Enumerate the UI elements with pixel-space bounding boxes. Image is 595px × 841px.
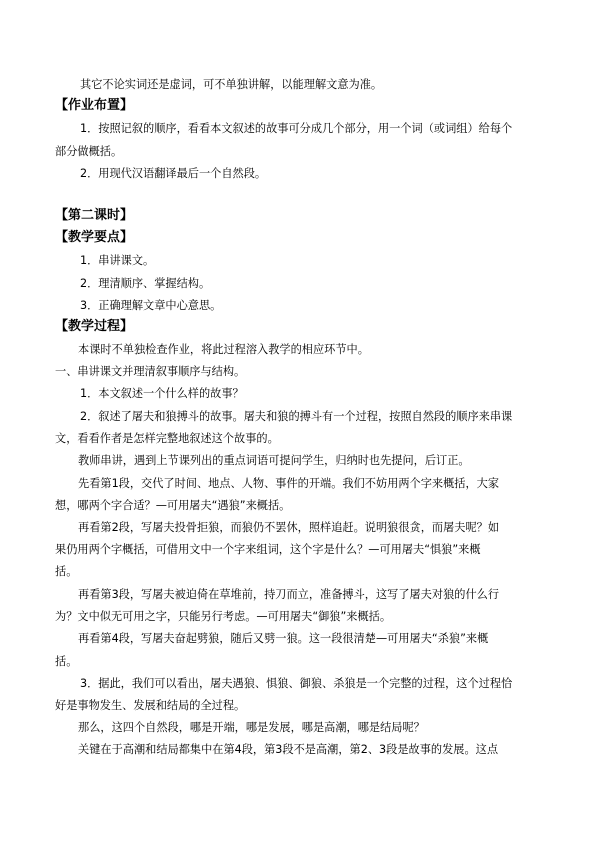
paragraph-line: 部分做概括。	[55, 145, 123, 158]
paragraph-line: 好是事物发生、发展和结局的全过程。	[55, 699, 246, 712]
paragraph-line: 2．理清顺序、掌握结构。	[80, 277, 211, 290]
paragraph-line: 关键在于高潮和结局都集中在第4段，第3段不是高潮，第2、3段是故事的发展。这点	[78, 743, 499, 756]
paragraph-line: 其它不论实词还是虚词，可不单独讲解，以能理解文意为准。	[80, 78, 383, 91]
paragraph-line: 再看第4段，写屠夫奋起劈狼，随后又劈一狼。这一段很清楚—可用屠夫“杀狼”来概	[78, 632, 489, 645]
paragraph-line: 1．串讲课文。	[80, 254, 155, 267]
paragraph-line: 1．按照记叙的顺序，看看本文叙述的故事可分成几个部分，用一个词（或词组）给每个	[80, 122, 513, 135]
section-heading-homework: 【作业布置】	[55, 98, 134, 113]
paragraph-line: 文，看看作者是怎样完整地叙述这个故事的。	[55, 432, 279, 445]
paragraph-line: 3．据此，我们可以看出，屠夫遇狼、惧狼、御狼、杀狼是一个完整的过程，这个过程恰	[80, 677, 513, 690]
paragraph-line: 再看第2段，写屠夫投骨拒狼，而狼仍不罢休，照样追赶。说明狼很贪，而屠夫呢？如	[78, 521, 500, 534]
paragraph-line: 1．本文叙述一个什么样的故事？	[80, 387, 244, 400]
paragraph-line: 教师串讲，遇到上节课列出的重点词语可提问学生，归纳时也先提问，后订正。	[78, 454, 470, 467]
paragraph-line: 括。	[55, 565, 78, 578]
paragraph-line: 括。	[55, 655, 78, 668]
paragraph-line: 想，哪两个字合适？—可用屠夫“遇狼”来概括。	[55, 499, 291, 512]
paragraph-line: 2．叙述了屠夫和狼搏斗的故事。屠夫和狼的搏斗有一个过程，按照自然段的顺序来串课	[80, 410, 513, 423]
paragraph-line: 本课时不单独检查作业，将此过程溶入教学的相应环节中。	[78, 343, 369, 356]
paragraph-line: 再看第3段，写屠夫被迫倚在草堆前，持刀而立，准备搏斗，这写了屠夫对狼的什么行	[78, 588, 500, 601]
section-heading-second-lesson: 【第二课时】	[55, 208, 134, 223]
paragraph-line: 先看第1段，交代了时间、地点、人物、事件的开端。我们不妨用两个字来概括，大家	[78, 477, 500, 490]
paragraph-line: 那么，这四个自然段，哪是开端，哪是发展，哪是高潮，哪是结局呢？	[78, 721, 425, 734]
section-heading-key-points: 【教学要点】	[55, 230, 134, 245]
paragraph-line: 一、串讲课文并理清叙事顺序与结构。	[55, 365, 246, 378]
section-heading-process: 【教学过程】	[55, 319, 134, 334]
paragraph-line: 为？文中似无可用之字，只能另行考虑。—可用屠夫“御狼”来概括。	[55, 610, 392, 623]
paragraph-line: 3．正确理解文章中心意思。	[80, 299, 222, 312]
paragraph-line: 2．用现代汉语翻译最后一个自然段。	[80, 167, 267, 180]
paragraph-line: 果仍用两个字概括，可借用文中一个字来组词，这个字是什么？—可用屠夫“惧狼”来概	[55, 543, 481, 556]
